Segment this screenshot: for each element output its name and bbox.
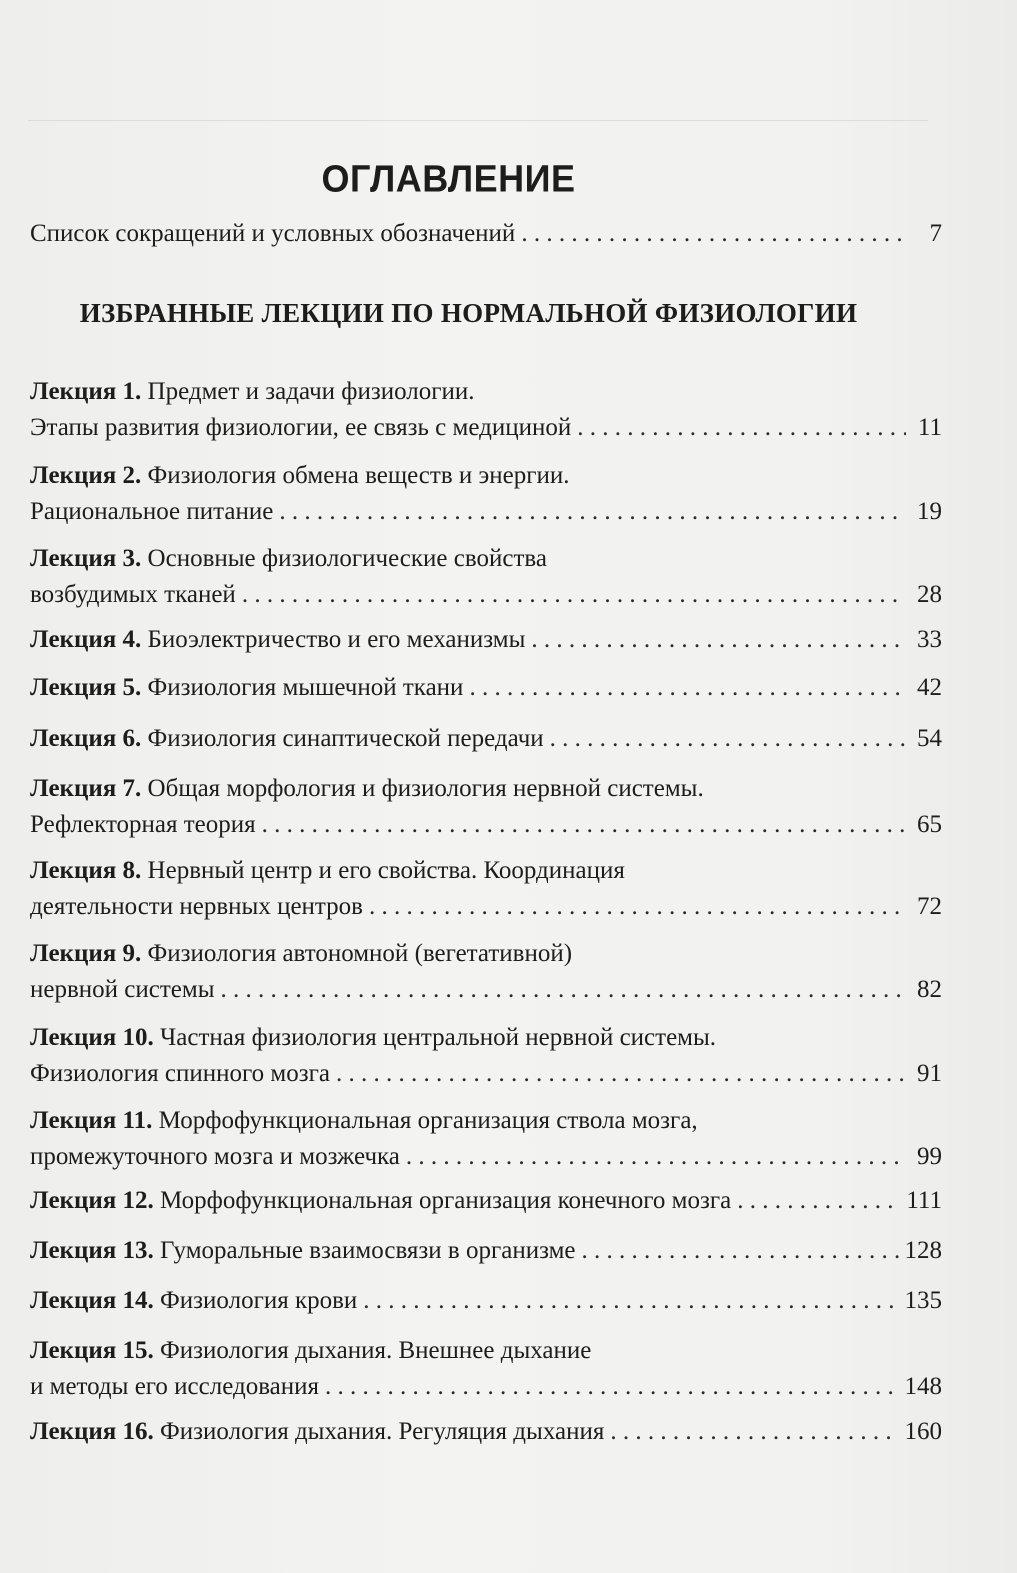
toc-entry-lecture-9: [30, 936, 942, 1008]
dot-leader: [363, 1283, 898, 1319]
dot-leader: [550, 721, 906, 757]
lecture-title-line2: Рефлекторная теория: [30, 811, 256, 838]
dot-leader: [521, 216, 906, 252]
toc-entry-lecture-15: [30, 1333, 942, 1405]
lecture-title-line2: и методы его исследования: [30, 1373, 320, 1400]
toc-entry-lecture-14: [30, 1283, 942, 1319]
dot-leader: [325, 1369, 898, 1405]
lecture-label: Лекция 14.: [30, 1287, 154, 1314]
lecture-title-line2: Рациональное питание: [30, 498, 274, 525]
dot-leader: [531, 622, 906, 658]
lecture-label: Лекция 15.: [30, 1337, 154, 1364]
dot-leader: [406, 1139, 906, 1175]
toc-title: ОГЛАВЛЕНИЕ: [321, 156, 576, 200]
lecture-title-line1: Предмет и задачи физиологии.: [147, 378, 475, 405]
section-heading: ИЗБРАННЫЕ ЛЕКЦИИ ПО НОРМАЛЬНОЙ ФИЗИОЛОГИИ: [79, 298, 858, 328]
dot-leader: [279, 494, 906, 530]
lecture-title-line1: Общая морфология и физиология нервной системы.: [147, 775, 704, 802]
lecture-label: Лекция 2.: [30, 462, 142, 489]
lecture-title-line2: Этапы развития физиологии, ее связь с медициной: [30, 414, 572, 441]
dot-leader: [737, 1183, 900, 1219]
lecture-title-line1: Физиология обмена веществ и энергии.: [147, 462, 570, 489]
page-number: 33: [917, 626, 942, 653]
page-number: 135: [904, 1287, 942, 1314]
lecture-label: Лекция 16.: [30, 1418, 154, 1445]
toc-entry-lecture-7: [30, 771, 942, 843]
toc-entry-lecture-4: [30, 622, 942, 658]
lecture-title-line1: Биоэлектричество и его механизмы: [147, 626, 526, 653]
lecture-title-line1: Физиология крови: [160, 1287, 358, 1314]
page-number: 11: [917, 414, 942, 441]
dot-leader: [577, 410, 906, 446]
lecture-label: Лекция 13.: [30, 1237, 154, 1264]
lecture-title-line2: промежуточного мозга и мозжечка: [30, 1143, 400, 1170]
lecture-label: Лекция 6.: [30, 725, 142, 752]
lecture-title-line2: нервной системы: [30, 976, 215, 1003]
page-number: 99: [917, 1143, 942, 1170]
toc-entry-lecture-12: [30, 1183, 942, 1219]
toc-entry-abbreviations: [30, 216, 942, 252]
page-number: 65: [917, 811, 942, 838]
toc-entry-lecture-3: [30, 541, 942, 613]
lecture-title-line1: Морфофункциональная организация ствола мозга,: [158, 1107, 698, 1134]
lecture-title-line1: Нервный центр и его свойства. Координация: [147, 857, 625, 884]
lecture-title-line1: Физиология автономной (вегетативной): [147, 940, 573, 967]
page-number: 19: [917, 498, 942, 525]
lecture-title-line1: Частная физиология центральной нервной системы.: [160, 1024, 717, 1051]
lecture-title-line1: Физиология мышечной ткани: [147, 674, 464, 701]
dot-leader: [262, 807, 906, 843]
toc-entry-lecture-13: [30, 1233, 942, 1269]
page-number: 160: [904, 1418, 942, 1445]
page-number: 7: [929, 220, 942, 247]
lecture-label: Лекция 8.: [30, 857, 142, 884]
page-number: 128: [904, 1237, 942, 1264]
toc-entry-lecture-8: [30, 853, 942, 925]
lecture-title-line2: деятельности нервных центров: [30, 893, 363, 920]
lecture-label: Лекция 10.: [30, 1024, 154, 1051]
lecture-label: Лекция 7.: [30, 775, 142, 802]
toc-entry-lecture-1: [30, 374, 942, 446]
page-number: 42: [917, 674, 942, 701]
lecture-title-line1: Физиология синаптической передачи: [147, 725, 544, 752]
page-number: 82: [917, 976, 942, 1003]
toc-entry-lecture-6: [30, 721, 942, 757]
page-number: 111: [906, 1187, 942, 1214]
lecture-label: Лекция 1.: [30, 378, 142, 405]
lecture-title-line2: Физиология спинного мозга: [30, 1060, 330, 1087]
dot-leader: [242, 577, 906, 613]
toc-entry-lecture-16: [30, 1414, 942, 1450]
page-header-rule: [28, 98, 928, 121]
page-number: 28: [917, 581, 942, 608]
lecture-label: Лекция 11.: [30, 1107, 153, 1134]
lecture-label: Лекция 9.: [30, 940, 142, 967]
toc-entry-lecture-2: [30, 458, 942, 530]
page-number: 54: [917, 725, 942, 752]
page-number: 72: [917, 893, 942, 920]
lecture-title-line1: Гуморальные взаимосвязи в организме: [160, 1237, 576, 1264]
lecture-label: Лекция 4.: [30, 626, 142, 653]
dot-leader: [336, 1056, 906, 1092]
dot-leader: [369, 889, 906, 925]
entry-text: Список сокращений и условных обозначений: [30, 220, 516, 247]
toc-entry-lecture-10: [30, 1020, 942, 1092]
toc-entry-lecture-11: [30, 1103, 942, 1175]
lecture-label: Лекция 12.: [30, 1187, 154, 1214]
dot-leader: [582, 1233, 899, 1269]
dot-leader: [221, 972, 907, 1008]
lecture-label: Лекция 5.: [30, 674, 142, 701]
page-number: 148: [904, 1373, 942, 1400]
page-number: 91: [917, 1060, 942, 1087]
lecture-title-line1: Основные физиологические свойства: [147, 545, 547, 572]
lecture-title-line1: Морфофункциональная организация конечного мозга: [160, 1187, 732, 1214]
lecture-title-line2: возбудимых тканей: [30, 581, 236, 608]
lecture-title-line1: Физиология дыхания. Внешнее дыхание: [160, 1337, 592, 1364]
toc-entry-lecture-5: [30, 670, 942, 706]
lecture-label: Лекция 3.: [30, 545, 142, 572]
dot-leader: [469, 670, 906, 706]
dot-leader: [610, 1414, 898, 1450]
lecture-title-line1: Физиология дыхания. Регуляция дыхания: [160, 1418, 605, 1445]
